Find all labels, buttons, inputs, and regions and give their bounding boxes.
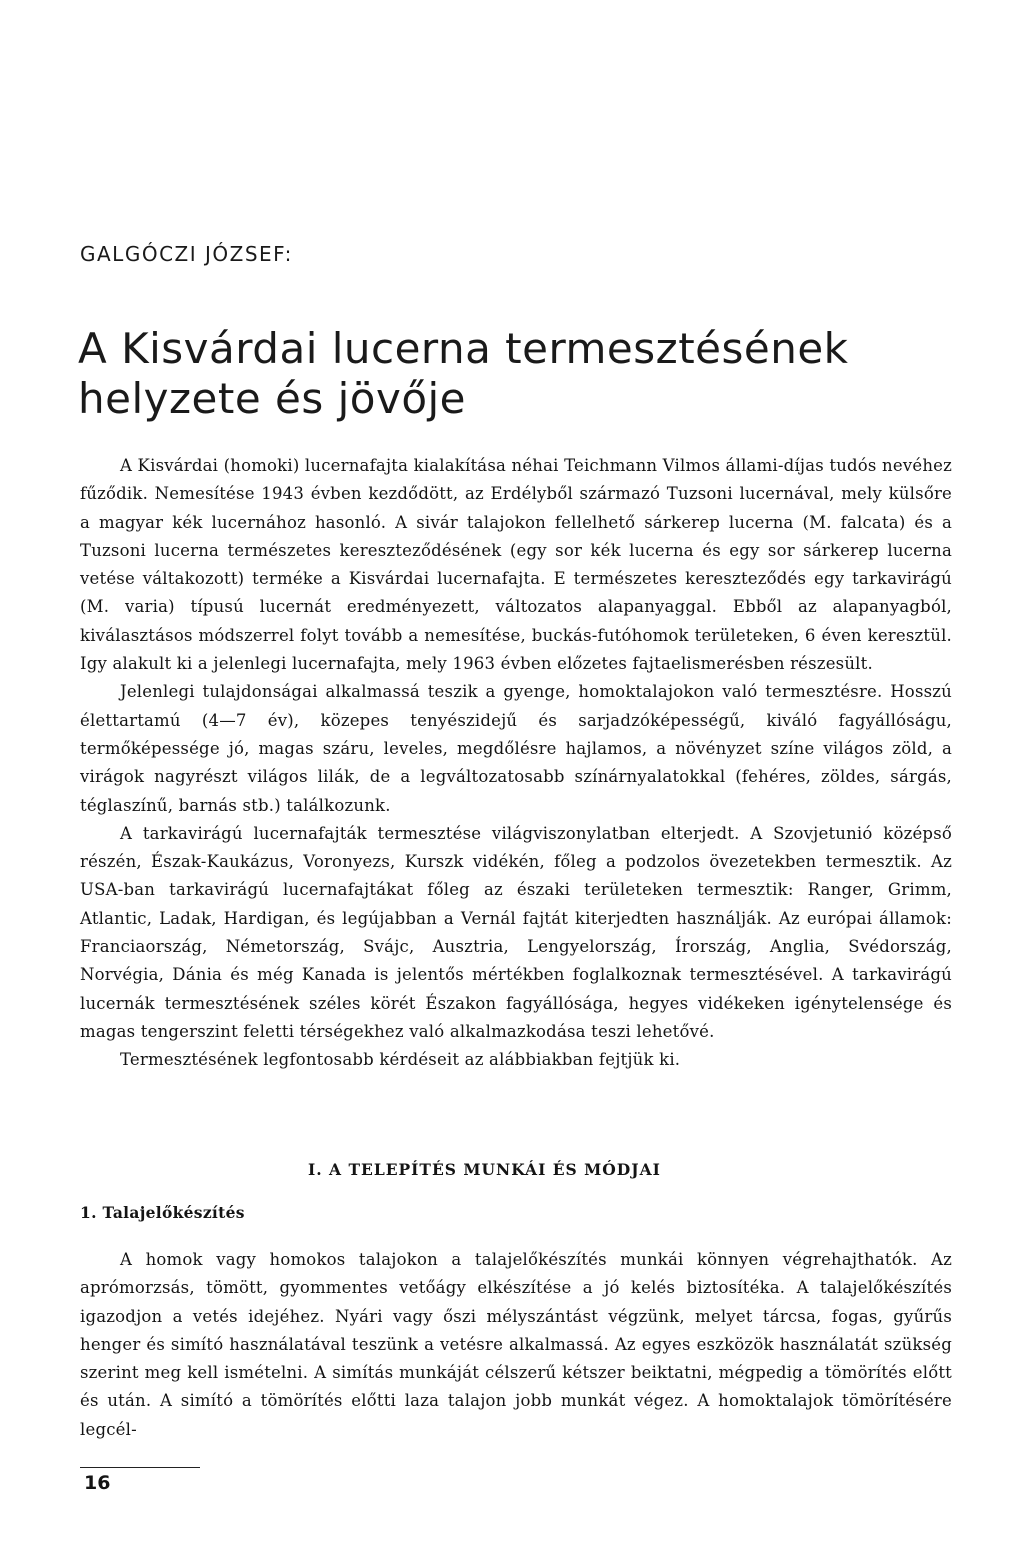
section-text xyxy=(80,1246,952,1444)
intro-text xyxy=(80,452,952,1075)
article-title: A Kisvárdai lucerna termesztésének helyzete és jövője xyxy=(78,324,849,424)
paragraph: Termesztésének legfontosabb kérdéseit az alábbiakban fejtjük ki. xyxy=(120,1050,681,1070)
paragraph: Jelenlegi tulajdonságai alkalmassá teszik a gyenge, homoktalajokon való termesztésre. Hosszú élettartamú (4—7 év), közepes tenyészidejű és sarjadzóképességű, kiváló fagyállóságu, termőképessége jó, magas száru, leveles, megdőlésre hajlamos, a növényzet színe világos zöld, a virágok nagyrészt világos lilák, de a legváltozatosabb színárnyalatokkal (fehéres, zöldes, sárgás, téglaszínű, barnás stb.) találkozunk. xyxy=(80,682,952,815)
section-heading: I. A TELEPÍTÉS MUNKÁI ÉS MÓDJAI xyxy=(308,1160,661,1179)
author-name: GALGÓCZI JÓZSEF: xyxy=(80,242,293,266)
paragraph: A Kisvárdai (homoki) lucernafajta kialakítása néhai Teichmann Vilmos állami-díjas tudós nevéhez fűződik. Nemesítése 1943 évben kezdődött, az Erdélyből származó Tuzsoni lucernával, mely külsőre a magyar kék lucernához hasonló. A sivár talajokon fellelhető sárkerep lucerna (M. falcata) és a Tuzsoni lucerna természetes kereszteződésének (egy sor kék lucerna és egy sor sárkerep lucerna vetése váltakozott) terméke a Kisvárdai lucernafajta. E természetes kereszteződés egy tarkavirágú (M. varia) típusú lucernát eredményezett, változatos alapanyaggal. Ebből az alapanyagból, kiválasztásos módszerrel folyt tovább a nemesítése, buckás-futóhomok területeken, 6 éven keresztül. Igy alakult ki a jelenlegi lucernafajta, mely 1963 évben előzetes fajtaelismerésben részesült. xyxy=(80,456,953,674)
footer-rule xyxy=(80,1467,200,1468)
subsection-heading: 1. Talajelőkészítés xyxy=(80,1203,245,1222)
paragraph: A tarkavirágú lucernafajták termesztése világviszonylatban elterjedt. A Szovjetunió középső részén, Észak-Kaukázus, Voronyezs, Kurszk vidékén, főleg a podzolos övezetekben termesztik. Az USA-ban tarkavirágú lucernafajtákat főleg az északi területeken termesztik: Ranger, Grimm, Atlantic, Ladak, Hardigan, és legújabban a Vernál fajtát kiterjedten használják. Az európai államok: Franciaország, Németország, Svájc, Ausztria, Lengyelország, Írország, Anglia, Svédország, Norvégia, Dánia és még Kanada is jelentős mértékben foglalkoznak termesztésével. A tarkavirágú lucernák termesztésének széles körét Északon fagyállósága, hegyes vidékeken igénytelensége és magas tengerszint feletti térségekhez való alkalmazkodása teszi lehetővé. xyxy=(80,823,952,1041)
page-number: 16 xyxy=(84,1472,111,1494)
paragraph: A homok vagy homokos talajokon a talajelőkészítés munkái könnyen végrehajthatók. Az aprómorzsás, tömött, gyommentes vetőágy elkészítése a jó kelés biztosítéka. A talajelőkészítés igazodjon a vetés idejéhez. Nyári vagy őszi mélyszántást végzünk, melyet tárcsa, fogas, gyűrűs henger és simító használatával teszünk a vetésre alkalmassá. Az egyes eszközök használatát szükség szerint meg kell ismételni. A simítás munkáját célszerű kétszer beiktatni, mégpedig a tömörítés előtt és után. A simító a tömörítés előtti laza talajon jobb munkát végez. A homoktalajok tömörítésére legcél- xyxy=(80,1250,952,1439)
